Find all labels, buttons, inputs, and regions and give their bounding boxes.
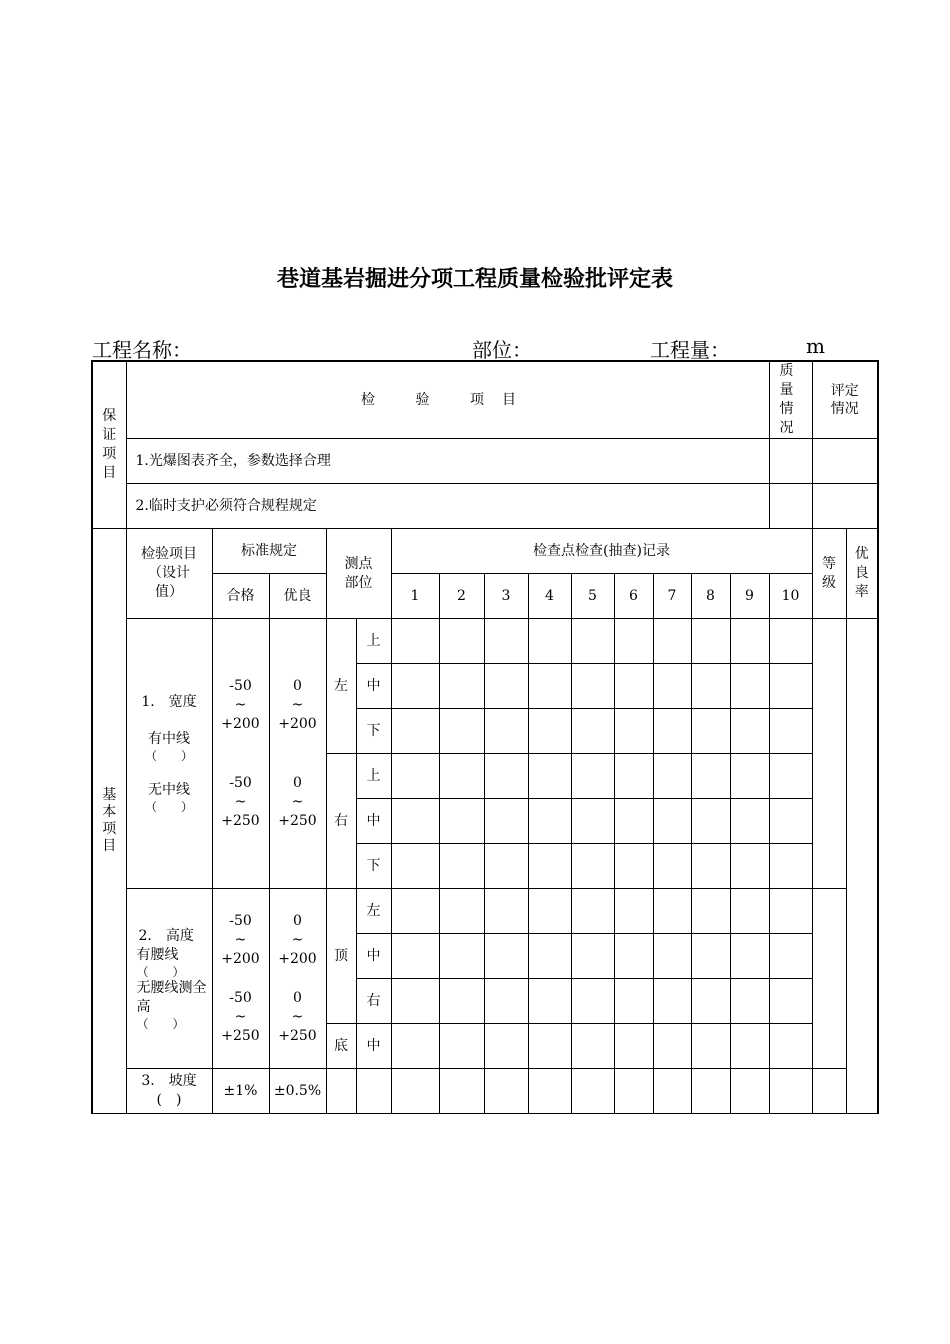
record-cell[interactable] (691, 1069, 730, 1114)
record-cell[interactable] (769, 844, 812, 889)
slope-paren: ( ) (156, 1092, 182, 1108)
width-left-pos-mid: 中 (356, 664, 391, 709)
height-top-pos-right: 右 (356, 979, 391, 1024)
width-good-1-lower: 0 (293, 677, 302, 694)
record-cell[interactable] (691, 844, 730, 889)
record-cell[interactable] (653, 709, 691, 754)
record-cell[interactable] (571, 979, 614, 1024)
record-cell[interactable] (614, 619, 653, 664)
grade-header: 等级 (812, 529, 846, 619)
record-cell[interactable] (653, 1024, 691, 1069)
guarantee-quality-header: 质 量 情 况 (769, 361, 812, 439)
height-grade[interactable] (812, 889, 846, 1069)
record-cell[interactable] (439, 664, 484, 709)
record-cell[interactable] (614, 1024, 653, 1069)
record-cell[interactable] (691, 709, 730, 754)
record-cell[interactable] (571, 799, 614, 844)
height-top: 顶 (326, 889, 356, 1024)
record-cell[interactable] (528, 619, 571, 664)
width-right-pos-bottom: 下 (356, 844, 391, 889)
width-right-pos-top: 上 (356, 754, 391, 799)
record-cell[interactable] (653, 664, 691, 709)
guarantee-quality-1[interactable] (769, 439, 812, 484)
record-cell[interactable] (571, 1069, 614, 1114)
guarantee-item-header: 检 验 项目 (126, 361, 769, 439)
record-cell[interactable] (653, 889, 691, 934)
record-cell[interactable] (528, 709, 571, 754)
record-cell[interactable] (528, 979, 571, 1024)
record-cell[interactable] (528, 934, 571, 979)
width-good-2-upper: +250 (278, 812, 317, 829)
width-good-2-lower: 0 (293, 774, 302, 791)
height-without-line: 无腰线测全高 (136, 979, 207, 1015)
height-without-line-paren: （ ） (136, 1016, 185, 1031)
record-cell[interactable] (769, 979, 812, 1024)
record-cell[interactable] (653, 1069, 691, 1114)
width-good (269, 619, 326, 889)
record-cell[interactable] (571, 619, 614, 664)
record-cell[interactable] (571, 709, 614, 754)
record-cell[interactable] (653, 754, 691, 799)
height-pass-1-lower: -50 (229, 912, 252, 929)
height-good-2-sep: ~ (291, 1008, 304, 1025)
slope-pass: ±1% (212, 1069, 269, 1114)
point-header: 测点部位 (326, 529, 391, 619)
record-cell[interactable] (653, 619, 691, 664)
slope-point-b[interactable] (356, 1069, 391, 1114)
record-cell[interactable] (391, 619, 439, 664)
record-cell[interactable] (691, 664, 730, 709)
record-cell[interactable] (730, 799, 769, 844)
record-cell[interactable] (691, 979, 730, 1024)
record-cell[interactable] (528, 754, 571, 799)
record-num-8: 8 (691, 574, 730, 619)
record-cell[interactable] (439, 754, 484, 799)
evaluation-table (91, 360, 879, 1114)
location-label: 部位： (472, 338, 532, 362)
record-cell[interactable] (391, 979, 439, 1024)
height-good-1-upper: +200 (278, 950, 317, 967)
record-cell[interactable] (614, 844, 653, 889)
record-cell[interactable] (484, 844, 528, 889)
height-name: 2. 高度 (138, 927, 194, 944)
width-pass-2-sep: ~ (234, 793, 247, 810)
width-without-line: 无中线 (148, 782, 190, 798)
height-pass (212, 889, 269, 1069)
guarantee-item-1: 1.光爆图表齐全，参数选择合理 (126, 439, 769, 484)
record-cell[interactable] (484, 1069, 528, 1114)
height-top-pos-mid: 中 (356, 934, 391, 979)
form-title: 巷道基岩掘进分项工程质量检验批评定表 (276, 267, 673, 292)
record-num-4: 4 (528, 574, 571, 619)
width-with-line-paren: （ ） (144, 749, 193, 763)
record-cell[interactable] (439, 889, 484, 934)
width-left-pos-top: 上 (356, 619, 391, 664)
record-cell[interactable] (653, 844, 691, 889)
record-cell[interactable] (730, 664, 769, 709)
height-bottom-pos: 中 (356, 1024, 391, 1069)
height-with-line: 有腰线 (136, 946, 179, 963)
height-top-pos-left: 左 (356, 889, 391, 934)
record-cell[interactable] (484, 979, 528, 1024)
record-cell[interactable] (439, 1069, 484, 1114)
width-pass (212, 619, 269, 889)
record-cell[interactable] (730, 844, 769, 889)
record-cell[interactable] (571, 664, 614, 709)
width-name: 1. 宽度 (141, 694, 197, 710)
record-cell[interactable] (730, 934, 769, 979)
record-cell[interactable] (730, 754, 769, 799)
record-cell[interactable] (439, 979, 484, 1024)
guarantee-eval-header: 评定情况 (812, 361, 878, 439)
rate-header: 优良率 (846, 529, 878, 619)
slope-item (126, 1069, 212, 1114)
width-left-pos-bottom: 下 (356, 709, 391, 754)
record-cell[interactable] (730, 889, 769, 934)
width-pass-2-lower: -50 (229, 774, 252, 791)
record-cell[interactable] (391, 709, 439, 754)
record-cell[interactable] (391, 934, 439, 979)
height-good-1-sep: ~ (291, 931, 304, 948)
slope-name: 3. 坡度 (141, 1073, 197, 1089)
record-cell[interactable] (691, 934, 730, 979)
width-good-1-upper: +200 (278, 715, 317, 732)
height-good-1-lower: 0 (293, 912, 302, 929)
record-cell[interactable] (484, 889, 528, 934)
record-cell[interactable] (528, 889, 571, 934)
record-num-9: 9 (730, 574, 769, 619)
height-good-2-lower: 0 (293, 989, 302, 1006)
record-cell[interactable] (614, 799, 653, 844)
record-cell[interactable] (439, 619, 484, 664)
record-num-1: 1 (391, 574, 439, 619)
record-cell[interactable] (614, 979, 653, 1024)
record-cell[interactable] (484, 664, 528, 709)
height-pass-2-lower: -50 (229, 989, 252, 1006)
record-cell[interactable] (484, 934, 528, 979)
height-good (269, 889, 326, 1069)
record-cell[interactable] (439, 934, 484, 979)
record-cell[interactable] (571, 1024, 614, 1069)
record-cell[interactable] (614, 754, 653, 799)
record-cell[interactable] (730, 1069, 769, 1114)
record-cell[interactable] (769, 664, 812, 709)
height-pass-2-upper: +250 (221, 1027, 260, 1044)
record-num-5: 5 (571, 574, 614, 619)
record-cell[interactable] (730, 1024, 769, 1069)
width-with-line: 有中线 (148, 731, 190, 747)
height-bottom: 底 (326, 1024, 356, 1069)
height-good-2-upper: +250 (278, 1027, 317, 1044)
record-cell[interactable] (528, 844, 571, 889)
width-good-2-sep: ~ (291, 793, 304, 810)
record-cell[interactable] (653, 979, 691, 1024)
width-pass-1-upper: +200 (221, 715, 260, 732)
record-cell[interactable] (730, 979, 769, 1024)
record-cell[interactable] (439, 1024, 484, 1069)
record-cell[interactable] (614, 889, 653, 934)
record-num-10: 10 (769, 574, 812, 619)
record-cell[interactable] (691, 799, 730, 844)
record-cell[interactable] (769, 934, 812, 979)
guarantee-eval-1[interactable] (812, 439, 878, 484)
record-cell[interactable] (528, 1069, 571, 1114)
width-good-1-sep: ~ (291, 696, 304, 713)
quantity-label: 工程量： (650, 338, 730, 362)
record-header: 检查点检查(抽查)记录 (391, 529, 812, 574)
record-cell[interactable] (439, 844, 484, 889)
record-cell[interactable] (614, 664, 653, 709)
height-pass-2-sep: ~ (234, 1008, 247, 1025)
slope-point-a[interactable] (326, 1069, 356, 1114)
height-pass-1-upper: +200 (221, 950, 260, 967)
record-cell[interactable] (484, 619, 528, 664)
width-grade[interactable] (812, 619, 846, 889)
good-header: 优良 (269, 574, 326, 619)
record-cell[interactable] (439, 709, 484, 754)
record-cell[interactable] (769, 754, 812, 799)
record-cell[interactable] (730, 709, 769, 754)
record-cell[interactable] (691, 619, 730, 664)
record-cell[interactable] (528, 799, 571, 844)
record-cell[interactable] (391, 664, 439, 709)
record-cell[interactable] (769, 889, 812, 934)
record-cell[interactable] (691, 1024, 730, 1069)
record-num-3: 3 (484, 574, 528, 619)
record-cell[interactable] (391, 754, 439, 799)
width-pass-1-sep: ~ (234, 696, 247, 713)
record-num-7: 7 (653, 574, 691, 619)
record-cell[interactable] (484, 754, 528, 799)
width-pass-1-lower: -50 (229, 677, 252, 694)
record-cell[interactable] (528, 664, 571, 709)
guarantee-item-2: 2.临时支护必须符合规程规定 (126, 484, 769, 529)
record-cell[interactable] (614, 934, 653, 979)
record-cell[interactable] (614, 709, 653, 754)
rate-cell[interactable] (846, 619, 878, 1114)
record-cell[interactable] (691, 754, 730, 799)
record-cell[interactable] (439, 799, 484, 844)
record-cell[interactable] (653, 934, 691, 979)
record-cell[interactable] (653, 799, 691, 844)
record-num-2: 2 (439, 574, 484, 619)
project-name-label: 工程名称： (92, 338, 192, 362)
record-cell[interactable] (571, 844, 614, 889)
record-cell[interactable] (391, 799, 439, 844)
record-cell[interactable] (391, 889, 439, 934)
record-cell[interactable] (571, 934, 614, 979)
record-cell[interactable] (484, 709, 528, 754)
record-cell[interactable] (571, 754, 614, 799)
record-cell[interactable] (769, 1024, 812, 1069)
guarantee-section-label: 保证项目 (92, 361, 126, 529)
record-cell[interactable] (571, 889, 614, 934)
slope-grade[interactable] (812, 1069, 846, 1114)
basic-item-header: 检验项目（设计值） (126, 529, 212, 619)
record-cell[interactable] (769, 709, 812, 754)
height-pass-1-sep: ~ (234, 931, 247, 948)
guarantee-quality-2[interactable] (769, 484, 812, 529)
record-cell[interactable] (391, 1069, 439, 1114)
width-item (126, 619, 212, 889)
basic-section-label: 基本项目 (92, 529, 126, 1114)
record-cell[interactable] (769, 619, 812, 664)
record-cell[interactable] (769, 1069, 812, 1114)
record-cell[interactable] (484, 799, 528, 844)
record-cell[interactable] (391, 1024, 439, 1069)
width-side-left: 左 (326, 619, 356, 754)
height-with-line-paren: （ ） (136, 964, 185, 979)
slope-good: ±0.5% (269, 1069, 326, 1114)
record-cell[interactable] (769, 799, 812, 844)
standard-header: 标准规定 (212, 529, 326, 574)
record-cell[interactable] (484, 1024, 528, 1069)
width-without-line-paren: （ ） (144, 800, 193, 814)
quantity-unit: m (806, 334, 825, 358)
guarantee-eval-2[interactable] (812, 484, 878, 529)
record-cell[interactable] (528, 1024, 571, 1069)
pass-header: 合格 (212, 574, 269, 619)
height-item (126, 889, 212, 1069)
width-right-pos-mid: 中 (356, 799, 391, 844)
record-num-6: 6 (614, 574, 653, 619)
record-cell[interactable] (730, 619, 769, 664)
record-cell[interactable] (614, 1069, 653, 1114)
width-pass-2-upper: +250 (221, 812, 260, 829)
record-cell[interactable] (691, 889, 730, 934)
width-side-right: 右 (326, 754, 356, 889)
record-cell[interactable] (391, 844, 439, 889)
